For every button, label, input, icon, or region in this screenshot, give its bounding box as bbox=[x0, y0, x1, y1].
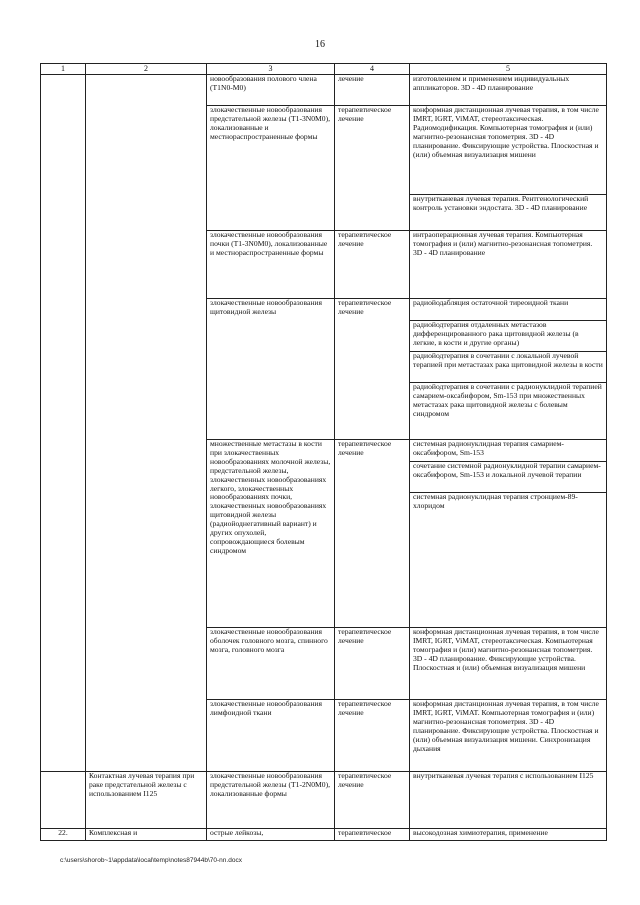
cell-method: Контактная лучевая терапия при раке предстательной железы с использованием I125 bbox=[86, 772, 207, 829]
cell-diagnosis: злокачественные новообразования почки (T1-3N0M0), локализованные и местнораспространенные формы bbox=[207, 231, 335, 299]
cell-number-empty bbox=[41, 772, 86, 829]
cell-number: 22. bbox=[41, 829, 86, 841]
header-col-2: 2 bbox=[86, 64, 207, 75]
cell-diagnosis: злокачественные новообразования лимфоидной ткани bbox=[207, 700, 335, 772]
header-col-3: 3 bbox=[207, 64, 335, 75]
cell-treatment-method: высокодозная химиотерапия, применение bbox=[410, 829, 607, 841]
cell-treatment-type: терапевтическое лечение bbox=[335, 299, 410, 440]
cell-diagnosis: злокачественные новообразования предстательной железы (T1-3N0M0), локализованные и местнораспространенные формы bbox=[207, 106, 335, 231]
cell-treatment-method: интраоперационная лучевая терапия. Компьютерная томография и (или) магнитно-резонансная топометрия. 3D - 4D планирование bbox=[410, 231, 607, 299]
cell-treatment-method: конформная дистанционная лучевая терапия, в том числе IMRT, IGRT, ViMAT. Компьютерная томография и (или) магнитно-резонансная топометрия. 3D - 4D планирование. Фиксирующие устройства. Плоскостная и (или) объемная визуализация мишени. Синхронизация дыхания bbox=[410, 700, 607, 772]
cell-treatment-type: терапевтическое лечение bbox=[335, 106, 410, 231]
cell-treatment-type: терапевтическое лечение bbox=[335, 700, 410, 772]
cell-method-empty bbox=[86, 75, 207, 772]
cell-treatment-method: радиойодтерапия в сочетании с локальной лучевой терапией при метастазах рака щитовидной железы в кости bbox=[410, 352, 607, 383]
header-col-5: 5 bbox=[410, 64, 607, 75]
cell-diagnosis: острые лейкозы, bbox=[207, 829, 335, 841]
cell-treatment-method: системная радионуклидная терапия самарием-оксабифором, Sm-153 bbox=[410, 440, 607, 462]
cell-treatment-method: внутритканевая лучевая терапия с использованием I125 bbox=[410, 772, 607, 829]
cell-method: Комплексная и bbox=[86, 829, 207, 841]
cell-treatment-method: изготовлением и применением индивидуальных аппликаторов. 3D - 4D планирование bbox=[410, 75, 607, 106]
cell-diagnosis: множественные метастазы в кости при злокачественных новообразованиях молочной железы, предстательной железы, злокачественных новообразованиях легкого, злокачественных новообразованиях почки, злокачественных новообразованиях щитовидной железы (радиойоднегативный вариант) и других опухолей, сопровождающиеся болевым синдромом bbox=[207, 440, 335, 628]
table-header-row bbox=[41, 64, 607, 75]
cell-treatment-method: сочетание системной радионуклидной терапии самарием-оксабифором, Sm-153 и локальной лучевой терапии bbox=[410, 462, 607, 493]
cell-treatment-method: радиойодабляция остаточной тиреоидной ткани bbox=[410, 299, 607, 321]
cell-treatment-type: терапевтическое лечение bbox=[335, 772, 410, 829]
file-path-footer: c:\users\shorob~1\appdata\local\temp\notes87944b\70-nn.docx bbox=[60, 857, 242, 864]
cell-diagnosis: злокачественные новообразования предстательной железы (T1-2N0M0), локализованные формы bbox=[207, 772, 335, 829]
cell-treatment-method: радиойодтерапия в сочетании с радионуклидной терапией самарием-оксабифором, Sm-153 при множественных метастазах рака щитовидной железы с болевым синдромом bbox=[410, 383, 607, 440]
table-row bbox=[41, 75, 607, 106]
cell-treatment-type: терапевтическое bbox=[335, 829, 410, 841]
cell-treatment-type: терапевтическое лечение bbox=[335, 231, 410, 299]
cell-diagnosis: злокачественные новообразования щитовидной железы bbox=[207, 299, 335, 440]
cell-treatment-method: внутритканевая лучевая терапия. Рентгенологический контроль установки эндостата. 3D - 4D планирование bbox=[410, 195, 607, 231]
cell-treatment-type: лечение bbox=[335, 75, 410, 106]
table-row bbox=[41, 829, 607, 841]
cell-diagnosis: новообразования полового члена (T1N0-M0) bbox=[207, 75, 335, 106]
page-number: 16 bbox=[315, 39, 325, 50]
cell-treatment-method: конформная дистанционная лучевая терапия, в том числе IMRT, IGRT, ViMAT, стереотаксическая. Радиомодификация. Компьютерная томография и (или) магнитно-резонансная топометрия. 3D - 4D планирование. Фиксирующие устройства. Плоскостная и (или) объемная визуализация мишени bbox=[410, 106, 607, 195]
cell-treatment-method: конформная дистанционная лучевая терапия, в том числе IMRT, IGRT, ViMAT, стереотаксическая. Компьютерная томография и (или) магнитно-резонансная топометрия. 3D - 4D планирование. Фиксирующие устройства. Плоскостная и (или) объемная визуализация мишени bbox=[410, 628, 607, 700]
cell-treatment-method: системная радионуклидная терапия стронцием-89-хлоридом bbox=[410, 493, 607, 628]
cell-treatment-type: терапевтическое лечение bbox=[335, 628, 410, 700]
cell-treatment-type: терапевтическое лечение bbox=[335, 440, 410, 628]
services-table bbox=[40, 63, 607, 841]
table-row bbox=[41, 772, 607, 829]
header-col-1: 1 bbox=[41, 64, 86, 75]
cell-diagnosis: злокачественные новообразования оболочек головного мозга, спинного мозга, головного мозга bbox=[207, 628, 335, 700]
cell-number-empty bbox=[41, 75, 86, 772]
header-col-4: 4 bbox=[335, 64, 410, 75]
cell-treatment-method: радиойодтерапия отдаленных метастазов дифференцированного рака щитовидной железы (в легкие, в кости и другие органы) bbox=[410, 321, 607, 352]
